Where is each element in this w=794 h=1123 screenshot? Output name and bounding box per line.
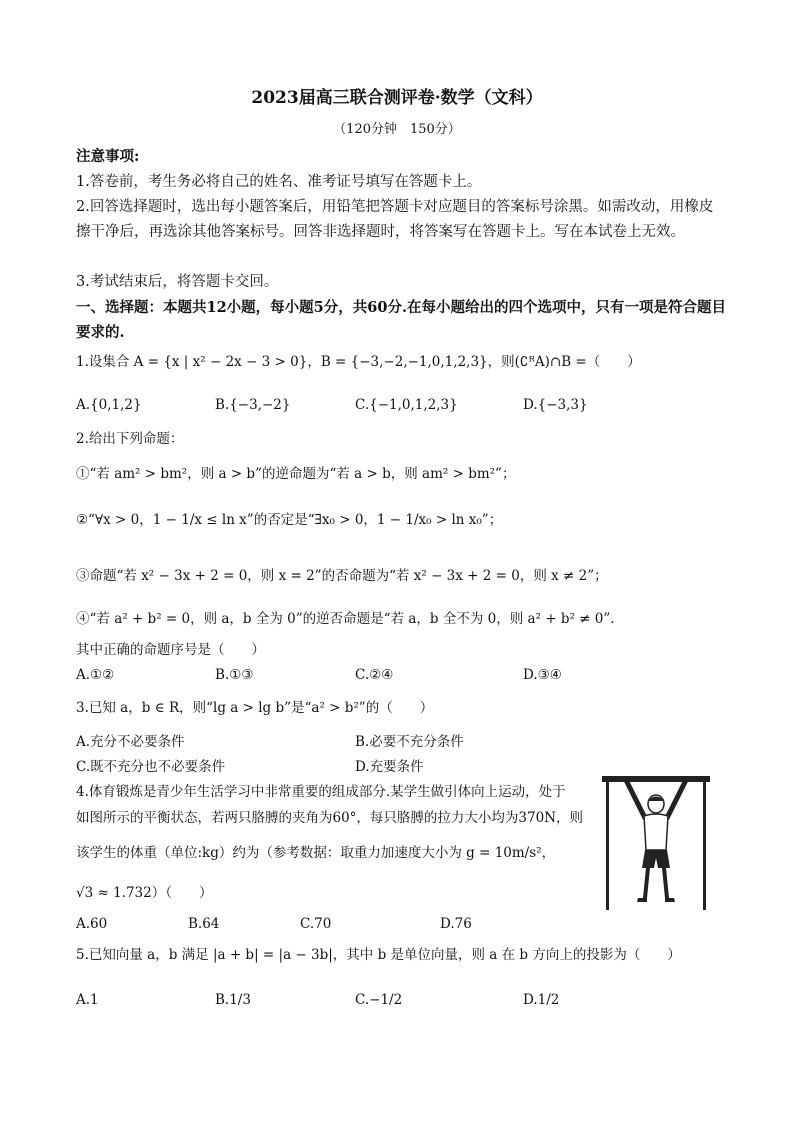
q2-option-a: A.①② [76, 667, 115, 683]
q5-option-d: D.1/2 [523, 992, 560, 1008]
q2-proposition-1: ①“若 am² > bm²，则 a > b”的逆命题为“若 a > b，则 am² > bm²”； [76, 466, 516, 482]
notice-heading: 注意事项: [76, 148, 140, 165]
question-1-text: 1.设集合 A = {x | x² − 2x − 3 > 0}，B = {−3,−2,−1,0,1,2,3}，则(∁ᴿA)∩B =（ ） [76, 354, 641, 370]
left-post [606, 782, 609, 910]
q1-option-a: A.{0,1,2} [76, 397, 142, 413]
q3-option-b: B.必要不充分条件 [355, 734, 464, 750]
q4-option-d: D.76 [440, 916, 472, 932]
right-arm [667, 780, 686, 818]
notice-item-2: 2.回答选择题时，选出每小题答案后，用铅笔把答题卡对应题目的答案标号涂黑。如需改动，用橡皮擦干净后，再选涂其他答案标号。回答非选择题时，将答案写在答题卡上。写在本试卷上无效。 [76, 199, 714, 240]
question-5-text: 5.已知向量 a，b 满足 |a + b| = |a − 3b|，其中 b 是单位向量，则 a 在 b 方向上的投影为（ ） [76, 947, 681, 963]
q5-option-a: A.1 [76, 992, 99, 1008]
q4-line-2: 如图所示的平衡状态，若两只胳膊的夹角为60°，每只胳膊的拉力大小均为370N，则 [76, 810, 584, 826]
q5-option-b: B.1/3 [215, 992, 251, 1008]
q2-proposition-2: ②“∀x > 0，1 − 1/x ≤ ln x”的否定是“∃x₀ > 0，1 − 1/x₀ > ln x₀”； [76, 512, 503, 528]
right-leg [664, 868, 667, 898]
pull-up-figure-svg [600, 770, 712, 915]
q2-option-c: C.②④ [355, 667, 394, 683]
pull-up-student-illustration [600, 770, 712, 919]
horizontal-bar [602, 776, 710, 782]
right-post [703, 782, 706, 910]
student-shorts [642, 850, 670, 868]
q4-line-3: 该学生的体重（单位:kg）约为（参考数据：取重力加速度大小为 g = 10m/s²， [76, 845, 556, 861]
page-title: 2023届高三联合测评卷·数学（文科） [251, 88, 543, 108]
left-leg [645, 868, 648, 898]
notice-item-1: 1.答卷前，考生务必将自己的姓名、准考证号填写在答题卡上。 [76, 174, 482, 190]
q2-proposition-4: ④“若 a² + b² = 0，则 a，b 全为 0”的逆否命题是“若 a，b 全不为 0，则 a² + b² ≠ 0”. [76, 611, 615, 627]
q3-option-a: A.充分不必要条件 [76, 734, 185, 750]
question-3-text: 3.已知 a，b ∈ R，则“lg a > lg b”是“a² > b²”的（ ） [76, 700, 434, 716]
q4-option-a: A.60 [76, 916, 108, 932]
q3-option-c: C.既不充分也不必要条件 [76, 759, 226, 775]
q4-option-b: B.64 [188, 916, 220, 932]
q2-option-d: D.③④ [523, 667, 562, 683]
q1-option-d: D.{−3,3} [523, 397, 588, 413]
q2-ask: 其中正确的命题序号是（ ） [76, 642, 265, 658]
section-heading: 一、选择题：本题共12小题，每小题5分，共60分.在每小题给出的四个选项中，只有一项是符合题目要求的. [76, 299, 726, 341]
notice-item-3: 3.考试结束后，将答题卡交回。 [76, 274, 279, 290]
q2-option-b: B.①③ [215, 667, 254, 683]
q1-option-b: B.{−3,−2} [215, 397, 291, 413]
question-2-stem: 2.给出下列命题： [76, 431, 184, 447]
left-arm [626, 780, 645, 818]
q4-option-c: C.70 [300, 916, 332, 932]
student-torso [644, 814, 668, 850]
exam-duration-score: （120分钟 150分） [333, 122, 461, 137]
q4-line-1: 4.体育锻炼是青少年生活学习中非常重要的组成部分.某学生做引体向上运动，处于 [76, 784, 566, 800]
q3-option-d: D.充要条件 [355, 759, 424, 775]
q2-proposition-3: ③命题“若 x² − 3x + 2 = 0，则 x = 2”的否命题为“若 x² − 3x + 2 = 0，则 x ≠ 2”； [76, 568, 608, 584]
q5-option-c: C.−1/2 [355, 992, 403, 1008]
q4-line-4: √3 ≈ 1.732）（ ） [76, 885, 213, 901]
q1-option-c: C.{−1,0,1,2,3} [355, 397, 458, 413]
